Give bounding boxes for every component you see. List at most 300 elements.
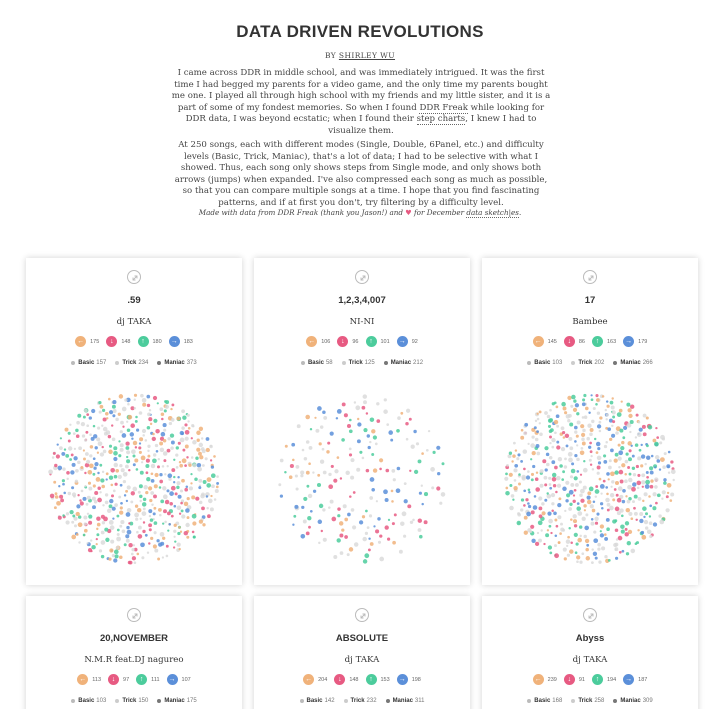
step-dot bbox=[608, 559, 611, 562]
step-dot bbox=[290, 464, 294, 468]
step-dot bbox=[517, 512, 520, 515]
step-dot bbox=[568, 458, 573, 463]
data-sketches-link[interactable]: data sketch|es bbox=[466, 208, 519, 217]
level-basic[interactable] bbox=[300, 698, 335, 704]
step-dot bbox=[139, 484, 143, 488]
level-count: 234 bbox=[138, 360, 149, 366]
ddr-freak-link[interactable]: DDR Freak bbox=[419, 102, 468, 113]
step-dot bbox=[116, 546, 120, 550]
step-dot bbox=[365, 532, 368, 535]
step-dot bbox=[101, 555, 104, 558]
step-dot bbox=[551, 502, 554, 505]
step-dot bbox=[597, 472, 600, 475]
step-dot bbox=[649, 515, 651, 517]
step-dot bbox=[175, 453, 178, 456]
step-dot bbox=[93, 484, 96, 487]
step-dot bbox=[124, 398, 127, 401]
step-dot bbox=[161, 432, 166, 437]
step-dot bbox=[84, 529, 88, 533]
step-dot bbox=[192, 514, 197, 519]
level-dot bbox=[384, 361, 388, 365]
step-dot bbox=[121, 468, 125, 472]
step-dot bbox=[57, 443, 59, 445]
step-dot bbox=[399, 550, 403, 554]
step-dot bbox=[157, 558, 160, 561]
step-dot bbox=[385, 498, 389, 502]
song-card[interactable] bbox=[254, 596, 470, 709]
step-dot bbox=[170, 408, 172, 410]
step-dot bbox=[101, 425, 103, 427]
level-trick[interactable] bbox=[571, 360, 604, 366]
step-dot bbox=[112, 400, 116, 404]
step-dot bbox=[610, 471, 615, 476]
step-dot bbox=[66, 478, 68, 480]
step-dot bbox=[147, 413, 151, 417]
arrow-count-left[interactable] bbox=[306, 336, 330, 347]
step-dot bbox=[69, 424, 71, 426]
step-dot bbox=[138, 446, 141, 449]
step-dot bbox=[128, 469, 130, 471]
step-dot bbox=[659, 468, 661, 470]
step-dot bbox=[549, 487, 552, 490]
step-dot bbox=[604, 537, 608, 541]
step-dot bbox=[569, 446, 573, 450]
step-dot bbox=[596, 451, 599, 454]
step-dot bbox=[148, 417, 152, 421]
level-maniac[interactable] bbox=[613, 360, 652, 366]
arrow-count-right[interactable] bbox=[167, 674, 191, 685]
step-dot bbox=[512, 454, 516, 458]
step-dot bbox=[612, 519, 616, 523]
step-dot bbox=[216, 486, 219, 489]
step-dot bbox=[596, 442, 600, 446]
expand-icon[interactable] bbox=[127, 270, 141, 284]
arrow-count-value: 204 bbox=[318, 676, 328, 683]
level-maniac[interactable] bbox=[386, 698, 425, 704]
arrow-count-up[interactable] bbox=[592, 336, 616, 347]
difficulty-levels bbox=[26, 698, 242, 704]
step-dot bbox=[584, 509, 586, 511]
step-dot bbox=[590, 504, 594, 508]
level-label: Maniac bbox=[390, 360, 412, 366]
step-dot bbox=[127, 429, 131, 433]
step-dot bbox=[544, 476, 548, 480]
level-basic[interactable] bbox=[301, 360, 333, 366]
step-dot bbox=[603, 480, 606, 483]
level-trick[interactable] bbox=[344, 698, 377, 704]
step-dot bbox=[117, 533, 120, 536]
step-dot bbox=[629, 431, 631, 433]
step-dot bbox=[166, 555, 169, 558]
arrow-count-left[interactable] bbox=[77, 674, 101, 685]
step-dot bbox=[104, 528, 108, 532]
step-dot bbox=[181, 509, 184, 512]
step-dot bbox=[118, 413, 121, 416]
step-dot bbox=[379, 557, 384, 562]
step-dot bbox=[524, 531, 528, 535]
step-dot bbox=[534, 495, 537, 498]
step-dot bbox=[61, 452, 65, 456]
step-dot bbox=[123, 472, 128, 477]
step-dot bbox=[162, 522, 164, 524]
step-dot bbox=[65, 454, 69, 458]
step-dot bbox=[192, 425, 194, 427]
step-dot bbox=[87, 470, 92, 475]
step-dot bbox=[146, 459, 150, 463]
step-dot bbox=[576, 458, 580, 462]
arrow-count-left[interactable] bbox=[533, 674, 557, 685]
step-dot bbox=[340, 551, 344, 555]
step-dot bbox=[553, 511, 557, 515]
song-card[interactable] bbox=[26, 258, 242, 585]
step-dot bbox=[557, 515, 561, 519]
song-card[interactable] bbox=[254, 258, 470, 585]
step-dot bbox=[312, 471, 314, 473]
step-dot bbox=[92, 473, 95, 476]
step-dot bbox=[546, 453, 550, 457]
step-dot bbox=[71, 535, 76, 540]
step-dot bbox=[585, 513, 588, 516]
step-dot bbox=[322, 508, 325, 511]
level-trick[interactable] bbox=[115, 698, 148, 704]
step-dot bbox=[309, 446, 313, 450]
step-dot bbox=[356, 468, 360, 472]
step-dot bbox=[568, 527, 570, 529]
step-dot bbox=[530, 443, 535, 448]
step-dot bbox=[84, 409, 88, 413]
step-dot bbox=[594, 517, 598, 521]
step-dot bbox=[339, 534, 343, 538]
step-dot bbox=[513, 468, 517, 472]
arrow-count-down[interactable] bbox=[106, 336, 130, 347]
arrow-count-left[interactable] bbox=[533, 336, 557, 347]
step-dot bbox=[171, 468, 175, 472]
step-dot bbox=[55, 495, 59, 499]
expand-icon[interactable] bbox=[355, 270, 369, 284]
step-dot bbox=[363, 400, 367, 404]
step-dot bbox=[182, 458, 187, 463]
step-dot bbox=[549, 483, 552, 486]
step-dot bbox=[606, 418, 608, 420]
step-dot bbox=[310, 510, 313, 513]
arrow-count-left[interactable] bbox=[303, 674, 327, 685]
step-dot bbox=[604, 445, 607, 448]
step-dot bbox=[573, 408, 577, 412]
step-dot bbox=[625, 528, 628, 531]
step-dot bbox=[69, 458, 72, 461]
step-dot bbox=[370, 417, 375, 422]
expand-icon[interactable] bbox=[583, 608, 597, 622]
step-dot bbox=[612, 498, 615, 501]
step-dot bbox=[587, 491, 591, 495]
step-dot bbox=[411, 445, 415, 449]
arrow-right-icon: → bbox=[398, 676, 406, 683]
step-dot bbox=[538, 539, 542, 543]
step-dot bbox=[599, 430, 602, 433]
step-dot bbox=[426, 449, 429, 452]
level-label: Maniac bbox=[620, 360, 641, 366]
arrow-count-right[interactable] bbox=[169, 336, 193, 347]
step-dot bbox=[577, 538, 582, 543]
step-dot bbox=[619, 551, 622, 554]
step-dot bbox=[78, 541, 80, 543]
expand-icon[interactable] bbox=[583, 270, 597, 284]
step-dot bbox=[635, 519, 637, 521]
step-dot bbox=[153, 494, 157, 498]
step-dot bbox=[564, 557, 567, 560]
step-dot bbox=[526, 475, 530, 479]
step-dot bbox=[643, 414, 647, 418]
step-dot bbox=[375, 443, 378, 446]
step-dot bbox=[323, 538, 327, 542]
level-trick[interactable] bbox=[342, 360, 375, 366]
step-dot bbox=[179, 548, 181, 550]
step-dot bbox=[554, 466, 558, 470]
step-dot bbox=[351, 508, 355, 512]
step-dot bbox=[319, 442, 322, 445]
step-dot bbox=[614, 458, 618, 462]
level-trick[interactable] bbox=[571, 698, 604, 704]
arrow-count-up[interactable] bbox=[592, 674, 616, 685]
step-dot bbox=[148, 486, 152, 490]
step-dot bbox=[77, 494, 79, 496]
step-dot bbox=[136, 531, 139, 534]
step-dot bbox=[599, 421, 602, 424]
level-count: 202 bbox=[594, 360, 605, 366]
step-dot bbox=[132, 454, 135, 457]
step-dot bbox=[586, 437, 590, 441]
step-dot bbox=[605, 441, 608, 444]
step-dot bbox=[396, 488, 401, 493]
step-dot bbox=[614, 547, 618, 551]
step-dot bbox=[670, 493, 674, 497]
step-dot bbox=[101, 540, 106, 545]
arrow-count-down[interactable] bbox=[334, 674, 358, 685]
level-trick[interactable] bbox=[115, 360, 148, 366]
step-dot bbox=[138, 534, 143, 539]
step-dot bbox=[653, 439, 657, 443]
step-dot bbox=[518, 473, 521, 476]
song-card[interactable] bbox=[26, 596, 242, 709]
step-dot bbox=[505, 491, 510, 496]
step-dot bbox=[549, 525, 552, 528]
step-dot bbox=[667, 492, 669, 494]
step-dot bbox=[333, 479, 337, 483]
step-dot bbox=[629, 449, 632, 452]
step-dot bbox=[546, 492, 548, 494]
step-dot bbox=[536, 430, 539, 433]
step-charts-link[interactable]: step charts bbox=[416, 114, 466, 125]
step-dot bbox=[370, 542, 374, 546]
step-dot bbox=[646, 476, 649, 479]
song-card[interactable] bbox=[482, 596, 698, 709]
author-link[interactable]: SHIRLEY WU bbox=[338, 51, 396, 60]
step-dot bbox=[509, 484, 512, 487]
step-dot bbox=[198, 452, 202, 456]
level-maniac[interactable] bbox=[613, 698, 652, 704]
step-dot bbox=[134, 459, 138, 463]
step-dot bbox=[147, 404, 150, 407]
step-dot bbox=[379, 534, 382, 537]
step-dot bbox=[100, 452, 104, 456]
step-dot bbox=[430, 467, 435, 472]
step-dot bbox=[108, 435, 111, 438]
step-dot bbox=[595, 485, 598, 488]
level-basic[interactable] bbox=[71, 360, 106, 366]
step-dot bbox=[111, 494, 114, 497]
step-dot bbox=[177, 481, 181, 485]
arrow-count-value: 148 bbox=[349, 676, 359, 683]
level-count: 150 bbox=[138, 698, 149, 704]
step-dot bbox=[418, 519, 422, 523]
arrow-count-up[interactable] bbox=[366, 336, 390, 347]
step-dot bbox=[88, 482, 91, 485]
step-dot bbox=[74, 448, 76, 450]
step-dot bbox=[186, 536, 189, 539]
arrow-count-right[interactable] bbox=[397, 674, 421, 685]
step-dot bbox=[551, 510, 554, 513]
step-dot bbox=[136, 468, 139, 471]
level-maniac[interactable] bbox=[157, 698, 196, 704]
step-dot bbox=[627, 466, 630, 469]
step-dot bbox=[317, 483, 321, 487]
step-dot bbox=[357, 439, 361, 443]
step-dot bbox=[618, 457, 622, 461]
step-dot bbox=[75, 469, 79, 473]
song-artist: Bambee bbox=[572, 317, 608, 327]
step-dot bbox=[402, 511, 407, 516]
step-dot bbox=[149, 409, 151, 411]
arrow-count-down[interactable] bbox=[564, 336, 585, 347]
step-dot bbox=[536, 444, 540, 448]
level-maniac[interactable] bbox=[384, 360, 423, 366]
level-basic[interactable] bbox=[71, 698, 106, 704]
arrow-count-up[interactable] bbox=[138, 336, 162, 347]
step-dot bbox=[539, 410, 542, 413]
step-dot bbox=[108, 557, 111, 560]
arrow-count-right[interactable] bbox=[623, 674, 647, 685]
step-dot bbox=[161, 418, 164, 421]
arrow-count-down[interactable] bbox=[108, 674, 129, 685]
step-dot bbox=[195, 497, 199, 501]
arrow-count-up[interactable] bbox=[366, 674, 390, 685]
step-dot bbox=[160, 448, 165, 453]
step-dot bbox=[199, 501, 203, 505]
step-dot bbox=[163, 429, 166, 432]
step-dot bbox=[531, 473, 534, 476]
step-dot bbox=[207, 514, 211, 518]
step-dot bbox=[615, 528, 619, 532]
step-dot bbox=[86, 503, 89, 506]
step-dot bbox=[86, 424, 89, 427]
arrow-left-icon: ← bbox=[308, 338, 316, 345]
arrow-count-left[interactable] bbox=[75, 336, 99, 347]
step-dot bbox=[645, 526, 648, 529]
level-basic[interactable] bbox=[527, 360, 562, 366]
step-dot bbox=[649, 504, 652, 507]
step-dot bbox=[322, 448, 325, 451]
step-dot bbox=[545, 533, 549, 537]
step-dot bbox=[347, 553, 350, 556]
step-dot bbox=[363, 428, 367, 432]
step-dot bbox=[545, 468, 548, 471]
step-dot bbox=[125, 465, 129, 469]
step-dot bbox=[153, 544, 157, 548]
step-dot bbox=[68, 492, 71, 495]
step-dot bbox=[573, 514, 577, 518]
step-dot bbox=[76, 533, 79, 536]
step-dot bbox=[570, 542, 573, 545]
level-maniac[interactable] bbox=[157, 360, 196, 366]
level-label: Basic bbox=[534, 698, 551, 704]
arrow-down-icon: ↓ bbox=[108, 674, 119, 685]
step-dot bbox=[154, 521, 158, 525]
step-dot bbox=[123, 480, 126, 483]
step-dot bbox=[632, 467, 635, 470]
level-basic[interactable] bbox=[527, 698, 562, 704]
step-dot bbox=[570, 405, 573, 408]
step-dot bbox=[520, 460, 523, 463]
step-dot bbox=[99, 549, 102, 552]
step-dot bbox=[69, 510, 73, 514]
step-dot bbox=[416, 442, 419, 445]
step-dot bbox=[125, 490, 128, 493]
step-dot bbox=[635, 436, 637, 438]
step-dot bbox=[656, 436, 659, 439]
expand-icon[interactable] bbox=[355, 608, 369, 622]
step-dot bbox=[639, 512, 643, 516]
expand-icon[interactable] bbox=[127, 608, 141, 622]
step-dot bbox=[99, 491, 101, 493]
arrow-count-down[interactable] bbox=[337, 336, 358, 347]
step-dot bbox=[574, 430, 577, 433]
step-dot bbox=[562, 431, 565, 434]
step-dot bbox=[122, 407, 127, 412]
step-dot bbox=[508, 454, 512, 458]
arrow-count-up[interactable] bbox=[136, 674, 159, 685]
step-dot bbox=[632, 500, 635, 503]
level-count: 266 bbox=[642, 360, 653, 366]
step-dot bbox=[285, 445, 288, 448]
arrow-count-right[interactable] bbox=[623, 336, 647, 347]
step-dot bbox=[565, 481, 569, 485]
credit-text: Made with data from DDR Freak (thank you Jason!) and bbox=[198, 208, 406, 217]
step-dot bbox=[169, 422, 172, 425]
step-dot bbox=[92, 497, 96, 501]
song-artist: NI-NI bbox=[349, 317, 375, 327]
arrow-count-down[interactable] bbox=[564, 674, 585, 685]
step-dot bbox=[362, 537, 366, 541]
step-dot bbox=[583, 468, 588, 473]
step-dot bbox=[523, 468, 526, 471]
step-dot bbox=[347, 424, 351, 428]
step-dot bbox=[378, 541, 381, 544]
step-dot bbox=[112, 554, 115, 557]
step-dot bbox=[625, 460, 629, 464]
arrow-count-right[interactable] bbox=[397, 336, 418, 347]
step-dot bbox=[605, 486, 608, 489]
step-dot bbox=[535, 477, 539, 481]
step-dot bbox=[88, 521, 92, 525]
level-dot bbox=[386, 699, 390, 703]
step-dot bbox=[354, 542, 359, 547]
level-count: 125 bbox=[364, 360, 375, 366]
song-card[interactable] bbox=[482, 258, 698, 585]
step-dot bbox=[639, 428, 643, 432]
step-dot bbox=[185, 508, 190, 513]
step-dot bbox=[511, 494, 515, 498]
step-dot bbox=[83, 416, 86, 419]
